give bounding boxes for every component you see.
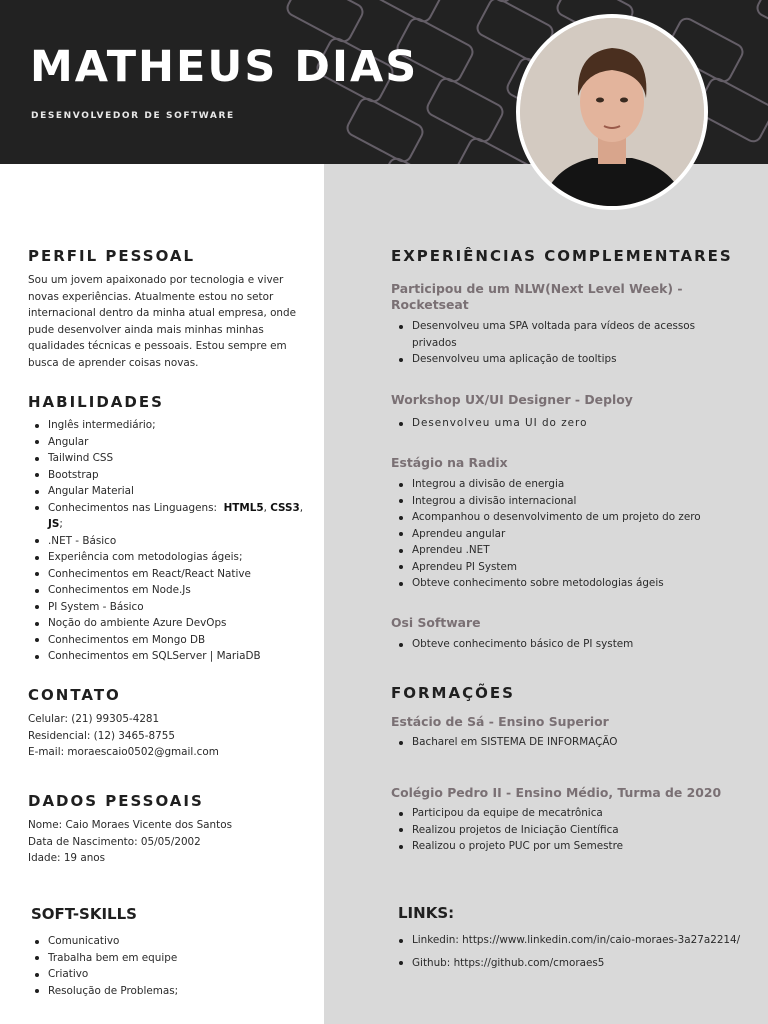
list-item-continuation: privados [412, 336, 457, 349]
language-css: CSS3 [270, 501, 300, 514]
list-item: Tailwind CSS [28, 450, 318, 467]
dados-title: DADOS PESSOAIS [28, 792, 204, 810]
linkedin-link[interactable]: Linkedin: https://www.linkedin.com/in/caio-moraes-3a27a2214/ [392, 932, 762, 949]
list-item: Obteve conhecimento básico de PI system [392, 636, 752, 653]
list-item: Conhecimentos em Node.Js [28, 582, 318, 599]
perfil-line: qualidades técnicas e pessoais. Estou sempre em [28, 340, 287, 352]
links-list [392, 932, 762, 971]
languages-end: ; [59, 518, 63, 530]
profile-photo [516, 14, 708, 210]
soft-skills-list [28, 933, 318, 999]
list-item: Inglês intermediário; [28, 417, 318, 434]
languages-separator: , [299, 501, 304, 514]
list-item: Desenvolveu uma SPA voltada para vídeos de acessos [392, 318, 752, 335]
list-item: Desenvolveu uma UI do zero [392, 415, 752, 432]
list-item: Conhecimentos em React/React Native [28, 566, 318, 583]
perfil-line: Sou um jovem apaixonado por tecnologia e viver [28, 274, 284, 286]
dados-age: Idade: 19 anos [28, 852, 106, 864]
links-title: LINKS: [398, 904, 455, 922]
soft-skills-title: SOFT-SKILLS [31, 905, 137, 923]
experience-title: Workshop UX/UI Designer - Deploy [391, 392, 633, 407]
list-item [392, 335, 752, 352]
list-item: Desenvolveu uma aplicação de tooltips [392, 351, 752, 368]
list-item: PI System - Básico [28, 599, 318, 616]
list-item: Acompanhou o desenvolvimento de um projeto do zero [392, 509, 752, 526]
perfil-line: pude desenvolver ainda mais minhas minhas [28, 323, 264, 336]
list-item: Integrou a divisão de energia [392, 476, 752, 493]
list-item: .NET - Básico [28, 533, 318, 550]
education-title: Estácio de Sá - Ensino Superior [391, 714, 609, 729]
habilidades-title: HABILIDADES [28, 393, 164, 411]
list-item: Aprendeu PI System [392, 559, 752, 576]
languages-prefix: Conhecimentos nas Linguagens: [48, 501, 217, 514]
habilidades-list [28, 417, 318, 665]
experiencias-title: EXPERIÊNCIAS COMPLEMENTARES [391, 247, 733, 265]
list-item: Resolução de Problemas; [28, 983, 318, 1000]
list-item: Integrou a divisão internacional [392, 493, 752, 510]
phone-home: Residencial: (12) 3465-8755 [28, 729, 175, 742]
perfil-line: novas experiências. Atualmente estou no setor [28, 290, 274, 303]
dados-birthdate: Data de Nascimento: 05/05/2002 [28, 835, 201, 848]
experience-title-line: Rocketseat [391, 297, 469, 312]
formacoes-title: FORMAÇÕES [391, 684, 515, 702]
perfil-line: busca de aprender coisas novas. [28, 356, 199, 369]
education-title: Colégio Pedro II - Ensino Médio, Turma de 2020 [391, 785, 722, 800]
list-item: Angular [28, 434, 318, 451]
education-items [392, 805, 752, 855]
languages-separator: , [263, 501, 267, 514]
list-item: Criativo [28, 966, 318, 983]
education-items [392, 734, 752, 751]
candidate-role: DESENVOLVEDOR DE SOFTWARE [31, 111, 235, 121]
list-item: Participou da equipe de mecatrônica [392, 805, 752, 822]
email[interactable]: E-mail: moraescaio0502@gmail.com [28, 746, 219, 758]
list-item: Realizou projetos de Iniciação Científica [392, 822, 752, 839]
experience-title [391, 281, 731, 313]
list-item: Noção do ambiente Azure DevOps [28, 615, 318, 632]
dados-name: Nome: Caio Moraes Vicente dos Santos [28, 819, 232, 831]
list-item: Realizou o projeto PUC por um Semestre [392, 838, 752, 855]
list-item: Conhecimentos em Mongo DB [28, 632, 318, 649]
experience-title: Osi Software [391, 615, 481, 630]
experience-items [392, 318, 752, 368]
list-item: Bootstrap [28, 467, 318, 484]
experience-title-line: Participou de um NLW(Next Level Week) - [391, 281, 683, 296]
list-item: Conhecimentos em SQLServer | MariaDB [28, 648, 318, 665]
perfil-title: PERFIL PESSOAL [28, 247, 196, 265]
language-js: JS [48, 518, 60, 530]
person-avatar-icon [520, 18, 704, 206]
experience-items [392, 476, 752, 592]
experience-title: Estágio na Radix [391, 455, 508, 470]
list-item: Aprendeu .NET [392, 542, 752, 559]
list-item-languages [28, 500, 318, 533]
contato-title: CONTATO [28, 686, 121, 704]
list-item: Angular Material [28, 483, 318, 500]
list-item: Trabalha bem em equipe [28, 950, 318, 967]
perfil-text [28, 272, 318, 371]
list-item: Bacharel em SISTEMA DE INFORMAÇÃO [392, 734, 752, 751]
dados-info [28, 817, 318, 867]
candidate-name: MATHEUS DIAS [30, 42, 419, 92]
experience-items [392, 636, 752, 653]
github-link[interactable]: Github: https://github.com/cmoraes5 [392, 955, 762, 972]
list-item: Aprendeu angular [392, 526, 752, 543]
language-html: HTML5 [223, 501, 264, 514]
list-item: Comunicativo [28, 933, 318, 950]
perfil-line: internacional dentro da minha atual empresa, onde [28, 307, 296, 319]
list-item: Obteve conhecimento sobre metodologias ágeis [392, 575, 752, 592]
list-item: Experiência com metodologias ágeis; [28, 549, 318, 566]
phone-mobile: Celular: (21) 99305-4281 [28, 713, 160, 725]
experience-items [392, 415, 752, 432]
contato-info [28, 711, 318, 761]
